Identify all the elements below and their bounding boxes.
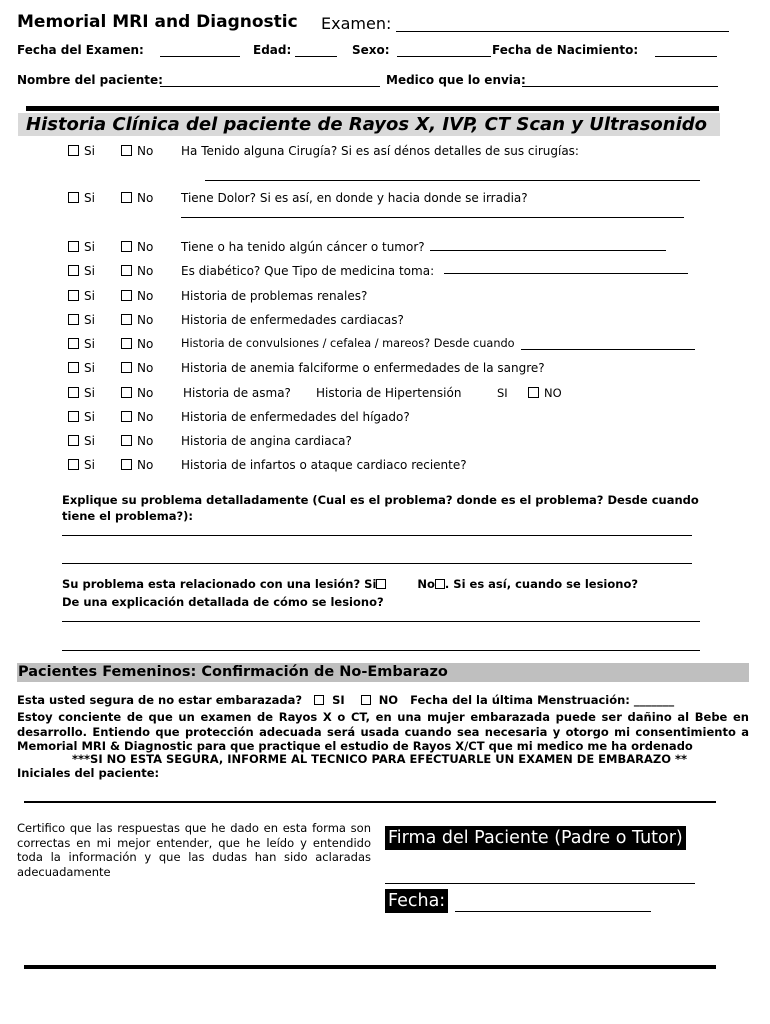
question-row-pain — [0, 191, 770, 211]
question-row-infarct — [0, 458, 770, 478]
hypertension-si: SI — [497, 386, 508, 400]
signature-label: Firma del Paciente (Padre o Tutor) — [385, 826, 686, 850]
yes-checkbox[interactable]: Si — [68, 361, 95, 375]
no-checkbox[interactable]: No — [121, 240, 153, 254]
question-text: Historia de anemia falciforme o enfermedades de la sangre? — [181, 361, 545, 375]
checkbox-icon — [121, 241, 132, 252]
checkbox-icon — [68, 338, 79, 349]
date-label: Fecha: — [385, 889, 448, 913]
medicine-field[interactable] — [444, 273, 688, 274]
checkbox-icon — [121, 387, 132, 398]
injury-line-2[interactable] — [62, 650, 700, 651]
yes-checkbox[interactable]: Si — [68, 434, 95, 448]
footer-divider — [24, 965, 716, 969]
question-text: Historia de asma? — [183, 386, 291, 400]
exam-date-label: Fecha del Examen: — [17, 43, 144, 57]
injury-yes-checkbox[interactable] — [376, 579, 386, 589]
pregnant-no-checkbox[interactable] — [361, 695, 371, 705]
yes-checkbox[interactable]: Si — [68, 240, 95, 254]
checkbox-icon — [68, 314, 79, 325]
age-label: Edad: — [253, 43, 292, 57]
yes-checkbox[interactable]: Si — [68, 289, 95, 303]
checkbox-icon — [68, 145, 79, 156]
question-row-renal — [0, 289, 770, 309]
no-checkbox[interactable]: No — [121, 361, 153, 375]
question-text: Historia de convulsiones / cefalea / mareos? Desde cuando — [181, 337, 515, 350]
checkbox-icon — [121, 192, 132, 203]
no-checkbox[interactable]: No — [121, 191, 153, 205]
checkbox-icon — [68, 265, 79, 276]
question-text: Historia de angina cardiaca? — [181, 434, 352, 448]
dob-field[interactable] — [655, 56, 717, 57]
checkbox-icon — [68, 411, 79, 422]
seizures-since-field[interactable] — [521, 349, 695, 350]
yes-checkbox[interactable]: Si — [68, 144, 95, 158]
yes-checkbox[interactable]: Si — [68, 458, 95, 472]
yes-checkbox[interactable]: Si — [68, 337, 95, 351]
referring-field[interactable] — [522, 86, 718, 87]
checkbox-icon — [121, 314, 132, 325]
question-text: Historia de infartos o ataque cardiaco reciente? — [181, 458, 467, 472]
checkbox-icon — [68, 435, 79, 446]
explain-prompt-cont: tiene el problema?): — [62, 509, 194, 523]
question-row-diabetes — [0, 264, 770, 284]
consent-text: Estoy conciente de que un examen de Rayos X o CT, en una mujer embarazada puede ser dañino al Bebe en desarrollo. Entiendo que protección adecuada será usada cuando sea necesaria y otorgo mi consentimiento a Memorial MRI & Diagnostic para que practique el estudio de Rayos X/CT que mi medico me ha ordenado — [17, 710, 749, 753]
checkbox-icon — [121, 338, 132, 349]
explain-prompt: Explique su problema detalladamente (Cual es el problema? donde es el problema? Desde cuando — [62, 493, 699, 507]
clinic-name: Memorial MRI and Diagnostic — [17, 12, 298, 32]
explain-line-1[interactable] — [62, 535, 692, 536]
history-title: Historia Clínica del paciente de Rayos X, IVP, CT Scan y Ultrasonido — [26, 114, 708, 135]
yes-checkbox[interactable]: Si — [68, 386, 95, 400]
checkbox-icon — [121, 265, 132, 276]
question-row-cardiac — [0, 313, 770, 333]
header-divider — [26, 106, 719, 111]
yes-checkbox[interactable]: Si — [68, 313, 95, 327]
question-row-anemia — [0, 361, 770, 381]
no-checkbox[interactable]: No — [121, 289, 153, 303]
checkbox-icon — [121, 290, 132, 301]
checkbox-icon — [68, 192, 79, 203]
patient-name-field[interactable] — [160, 86, 380, 87]
hypertension-label: Historia de Hipertensión — [316, 386, 462, 400]
female-title: Pacientes Femeninos: Confirmación de No-Embarazo — [18, 664, 448, 680]
dob-label: Fecha de Nacimiento: — [492, 43, 639, 57]
no-checkbox[interactable]: No — [121, 386, 153, 400]
yes-checkbox[interactable]: Si — [68, 264, 95, 278]
hypertension-no-checkbox[interactable]: NO — [528, 386, 562, 400]
exam-field[interactable] — [396, 31, 729, 32]
injury-detail-prompt: De una explicación detallada de cómo se lesiono? — [62, 595, 384, 609]
question-row-asthma — [0, 386, 770, 406]
checkbox-icon — [121, 411, 132, 422]
date-field[interactable] — [455, 911, 651, 912]
checkbox-icon — [68, 290, 79, 301]
referring-label: Medico que lo envia: — [386, 73, 526, 87]
checkbox-icon — [528, 387, 539, 398]
sex-label: Sexo: — [352, 43, 390, 57]
no-checkbox[interactable]: No — [121, 458, 153, 472]
checkbox-icon — [68, 362, 79, 373]
question-text: Ha Tenido alguna Cirugía? Si es así dénos detalles de sus cirugías: — [181, 144, 579, 158]
pain-details-field[interactable] — [181, 217, 684, 218]
no-checkbox[interactable]: No — [121, 410, 153, 424]
patient-name-label: Nombre del paciente: — [17, 73, 163, 87]
injury-prompt: Su problema esta relacionado con una lesión? Si No . Si es así, cuando se lesiono? — [62, 577, 639, 591]
question-text: Es diabético? Que Tipo de medicina toma: — [181, 264, 435, 278]
checkbox-icon — [121, 362, 132, 373]
initials-field[interactable] — [24, 801, 716, 803]
pregnancy-warning: ***SI NO ESTA SEGURA, INFORME AL TECNICO PARA EFECTUARLE UN EXAMEN DE EMBARAZO ** — [72, 752, 688, 766]
question-text: Tiene o ha tenido algún cáncer o tumor? — [181, 240, 425, 254]
age-field[interactable] — [295, 56, 337, 57]
exam-label: Examen: — [321, 14, 392, 33]
checkbox-icon — [121, 459, 132, 470]
question-text: Tiene Dolor? Si es así, en donde y hacia donde se irradia? — [181, 191, 528, 205]
no-checkbox[interactable]: No — [121, 144, 153, 158]
exam-date-field[interactable] — [160, 56, 240, 57]
no-checkbox[interactable]: No — [121, 264, 153, 278]
question-text: Historia de enfermedades cardiacas? — [181, 313, 404, 327]
no-checkbox[interactable]: No — [121, 313, 153, 327]
pregnancy-row: Esta usted segura de no estar embarazada? SI NO Fecha del la última Menstruación: _______ — [17, 693, 675, 707]
no-checkbox[interactable]: No — [121, 434, 153, 448]
sex-field[interactable] — [397, 56, 491, 57]
initials-label: Iniciales del paciente: — [17, 766, 160, 780]
question-text: Historia de enfermedades del hígado? — [181, 410, 410, 424]
pregnant-si-checkbox[interactable] — [314, 695, 324, 705]
checkbox-icon — [68, 387, 79, 398]
checkbox-icon — [68, 459, 79, 470]
cancer-field[interactable] — [430, 250, 666, 251]
question-text: Historia de problemas renales? — [181, 289, 368, 303]
yes-checkbox[interactable]: Si — [68, 191, 95, 205]
question-row-angina — [0, 434, 770, 454]
no-checkbox[interactable]: No — [121, 337, 153, 351]
yes-checkbox[interactable]: Si — [68, 410, 95, 424]
checkbox-icon — [121, 145, 132, 156]
certify-text: Certifico que las respuestas que he dado en esta forma son correctas en mi mejor entender, que he leído y entendido toda la información y que las dudas han sido aclaradas adecuadamente — [17, 821, 371, 879]
question-row-surgery — [0, 144, 770, 164]
surgery-details-field[interactable] — [205, 180, 700, 181]
explain-line-2[interactable] — [62, 563, 692, 564]
question-row-seizures — [0, 337, 770, 357]
injury-no-checkbox[interactable] — [435, 579, 445, 589]
signature-field[interactable] — [385, 883, 695, 884]
checkbox-icon — [68, 241, 79, 252]
question-row-liver — [0, 410, 770, 430]
checkbox-icon — [121, 435, 132, 446]
injury-line-1[interactable] — [62, 621, 700, 622]
